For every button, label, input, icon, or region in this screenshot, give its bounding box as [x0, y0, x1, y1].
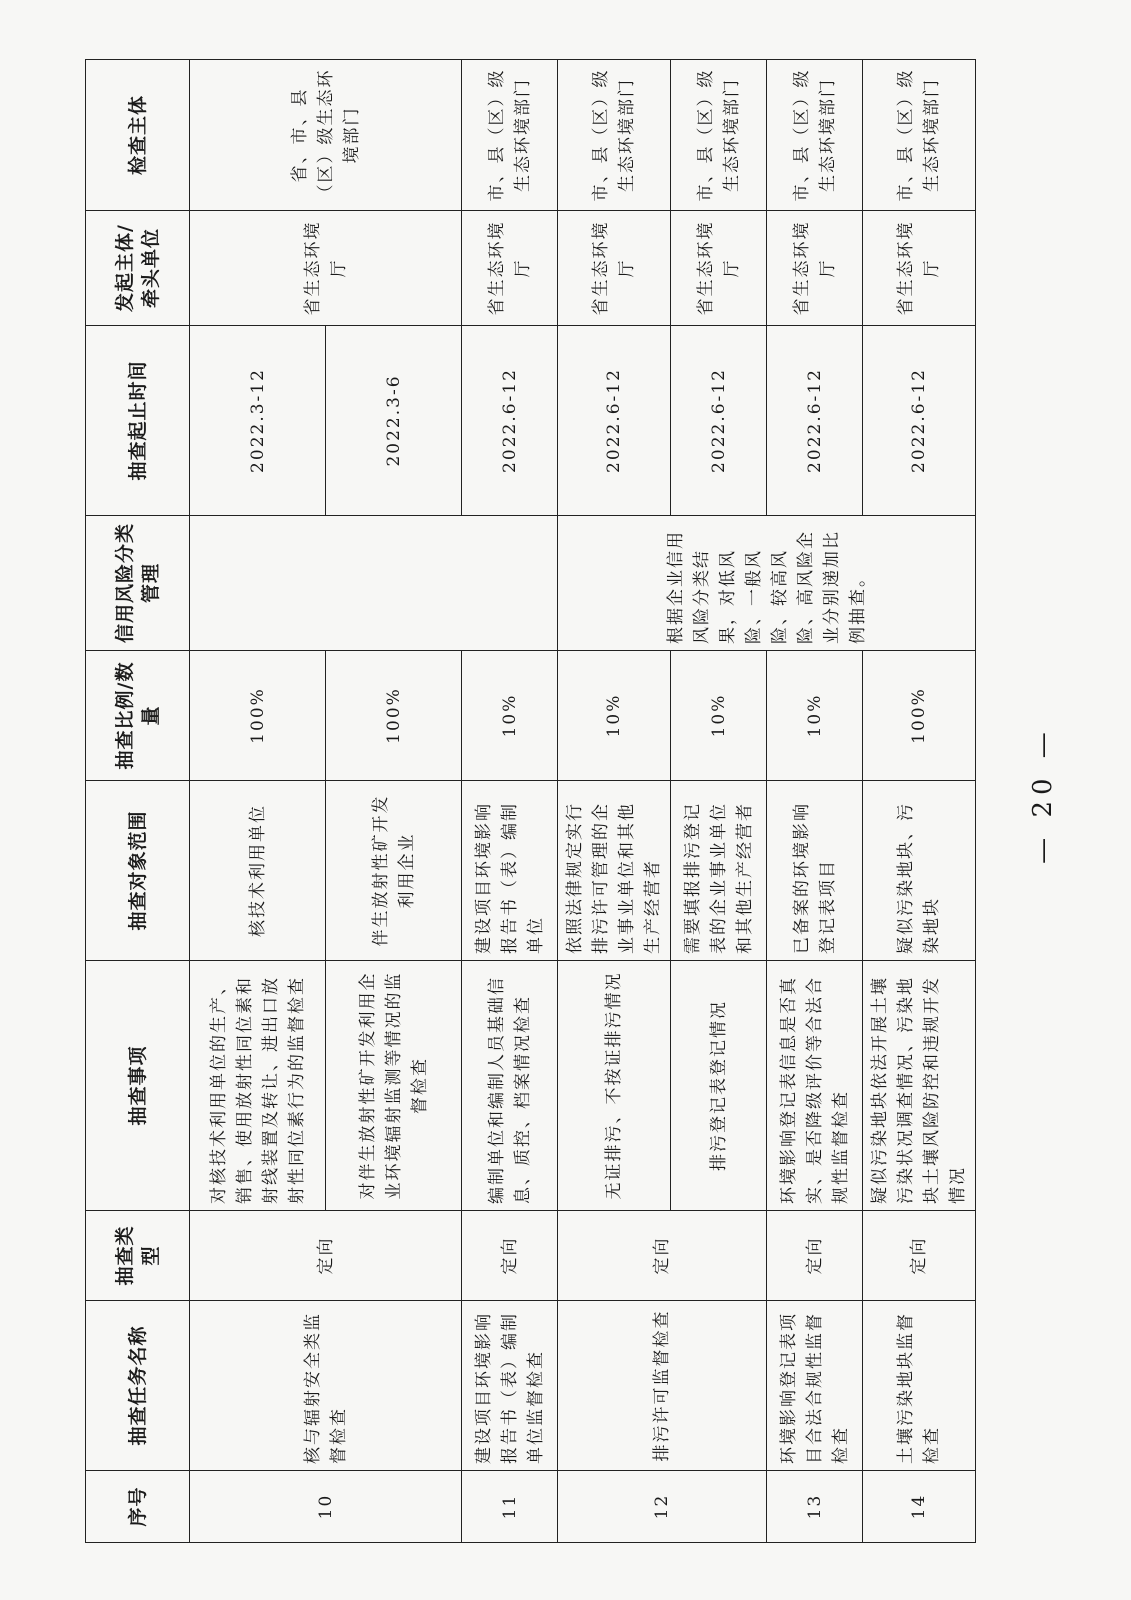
row13-type: 定向 — [767, 1211, 863, 1301]
header-scope: 抽查对象范围 — [86, 781, 190, 961]
row10-type: 定向 — [190, 1211, 462, 1301]
row14-ratio: 100% — [863, 651, 976, 781]
row13-scope: 已备案的环境影响登记表项目 — [767, 781, 863, 961]
row10-ratio-b: 100% — [326, 651, 462, 781]
row10-scope-a: 核技术利用单位 — [190, 781, 326, 961]
table-row — [190, 60, 326, 1543]
row11-name: 建设项目环境影响报告书（表）编制单位监督检查 — [462, 1301, 558, 1471]
row11-type: 定向 — [462, 1211, 558, 1301]
row12-ratio-a: 10% — [558, 651, 671, 781]
row14-initiator: 省生态环境厅 — [863, 211, 976, 326]
row12-scope-b: 需要填报排污登记表的企业事业单位和其他生产经营者 — [671, 781, 767, 961]
row13-time: 2022.6-12 — [767, 326, 863, 516]
table-header-row — [86, 60, 190, 1543]
row12-scope-a: 依照法律规定实行排污许可管理的企业事业单位和其他生产经营者 — [558, 781, 671, 961]
row11-item: 编制单位和编制人员基础信息、质控、档案情况检查 — [462, 961, 558, 1211]
row11-time: 2022.6-12 — [462, 326, 558, 516]
row10-name: 核与辐射安全类监督检查 — [190, 1301, 462, 1471]
row10-ratio-a: 100% — [190, 651, 326, 781]
row12-subject-a: 市、县（区）级生态环境部门 — [558, 60, 671, 211]
header-seq: 序号 — [86, 1471, 190, 1543]
row11-subject: 市、县（区）级生态环境部门 — [462, 60, 558, 211]
row12-time-a: 2022.6-12 — [558, 326, 671, 516]
row13-ratio: 10% — [767, 651, 863, 781]
row10-initiator: 省生态环境厅 — [190, 211, 462, 326]
inspection-table-rotated — [85, 60, 968, 1543]
row12-time-b: 2022.6-12 — [671, 326, 767, 516]
row14-item: 疑似污染地块依法开展土壤污染状况调查情况、污染地块土壤风险防控和违规开发情况 — [863, 961, 976, 1211]
page-number-text: — 20 — — [1028, 726, 1058, 864]
row13-initiator: 省生态环境厅 — [767, 211, 863, 326]
row12-item-a: 无证排污、不按证排污情况 — [558, 961, 671, 1211]
row10-subject: 省、市、县（区）级生态环境部门 — [190, 60, 462, 211]
table-row — [863, 60, 976, 1543]
row14-time: 2022.6-12 — [863, 326, 976, 516]
row12-type: 定向 — [558, 1211, 767, 1301]
row11-seq: 11 — [462, 1471, 558, 1543]
row12-initiator-b: 省生态环境厅 — [671, 211, 767, 326]
row14-type: 定向 — [863, 1211, 976, 1301]
page-number — [1023, 726, 1063, 864]
row14-seq: 14 — [863, 1471, 976, 1543]
row12-ratio-b: 10% — [671, 651, 767, 781]
header-time: 抽查起止时间 — [86, 326, 190, 516]
row13-seq: 13 — [767, 1471, 863, 1543]
row14-scope: 疑似污染地块、污染地块 — [863, 781, 976, 961]
row10-scope-b: 伴生放射性矿开发利用企业 — [326, 781, 462, 961]
row10-time-a: 2022.3-12 — [190, 326, 326, 516]
row10-11-risk-empty — [190, 516, 558, 651]
row12-initiator-a: 省生态环境厅 — [558, 211, 671, 326]
table-row — [767, 60, 863, 1543]
row11-ratio: 10% — [462, 651, 558, 781]
inspection-table — [85, 59, 976, 1543]
header-risk: 信用风险分类管理 — [86, 516, 190, 651]
row13-subject: 市、县（区）级生态环境部门 — [767, 60, 863, 211]
row14-name: 土壤污染地块监督检查 — [863, 1301, 976, 1471]
header-name: 抽查任务名称 — [86, 1301, 190, 1471]
row14-subject: 市、县（区）级生态环境部门 — [863, 60, 976, 211]
row11-initiator: 省生态环境厅 — [462, 211, 558, 326]
header-item: 抽查事项 — [86, 961, 190, 1211]
row12-seq: 12 — [558, 1471, 767, 1543]
row10-item-b: 对伴生放射性矿开发利用企业环境辐射监测等情况的监督检查 — [326, 961, 462, 1211]
row12-item-b: 排污登记表登记情况 — [671, 961, 767, 1211]
row12-name: 排污许可监督检查 — [558, 1301, 767, 1471]
table-row — [462, 60, 558, 1543]
row13-item: 环境影响登记表信息是否真实、是否降级评价等合法合规性监督检查 — [767, 961, 863, 1211]
row13-name: 环境影响登记表项目合法合规性监督检查 — [767, 1301, 863, 1471]
table-row — [558, 60, 671, 1543]
header-initiator: 发起主体/牵头单位 — [86, 211, 190, 326]
row11-scope: 建设项目环境影响报告书（表）编制单位 — [462, 781, 558, 961]
risk-classification-note: 根据企业信用风险分类结果，对低风险、一般风险、较高风险、高风险企业分别递加比例抽查。 — [558, 516, 976, 651]
row10-time-b: 2022.3-6 — [326, 326, 462, 516]
header-ratio: 抽查比例/数量 — [86, 651, 190, 781]
row10-item-a: 对核技术利用单位的生产、销售、使用放射性同位素和射线装置及转让、进出口放射性同位素行为的监督检查 — [190, 961, 326, 1211]
row12-subject-b: 市、县（区）级生态环境部门 — [671, 60, 767, 211]
row10-seq: 10 — [190, 1471, 462, 1543]
header-subject: 检查主体 — [86, 60, 190, 211]
header-type: 抽查类型 — [86, 1211, 190, 1301]
